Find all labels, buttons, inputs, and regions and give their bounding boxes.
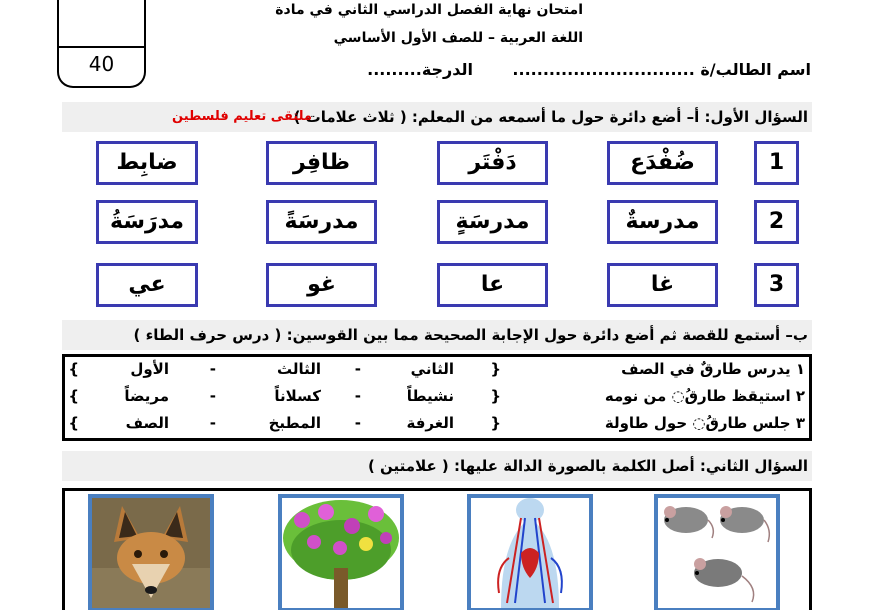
mouse-icon: [658, 498, 776, 608]
word-box[interactable]: غو: [266, 263, 377, 307]
flower-icon: [282, 498, 400, 608]
word-box[interactable]: مدرسةٌ: [607, 200, 718, 244]
dash: -: [209, 360, 216, 378]
flower-bush-image[interactable]: [278, 494, 404, 610]
fox-image[interactable]: [88, 494, 214, 610]
row-number: 2: [754, 200, 799, 244]
question-1b-bar: [62, 320, 812, 350]
word-box[interactable]: مدرَسَةُ: [96, 200, 198, 244]
brace-open: {: [490, 387, 501, 405]
word-box[interactable]: ضابِط: [96, 141, 198, 185]
mice-image[interactable]: [654, 494, 780, 610]
dash: -: [209, 414, 216, 432]
fox-icon: [92, 498, 210, 608]
dash: -: [354, 360, 361, 378]
word-box[interactable]: ضُفْدَع: [607, 141, 718, 185]
table-row: [65, 360, 809, 384]
word-box[interactable]: ظافِر: [266, 141, 377, 185]
sentence: ٢ استيقظ طارقُ◌ من نومه: [604, 387, 805, 405]
student-name-line: اسم الطالب/ة ..............................: [512, 60, 811, 79]
brace-close: }: [68, 414, 79, 432]
word-box[interactable]: مدرسَةً: [266, 200, 377, 244]
exam-title: امتحان نهاية الفصل الدراسي الثاني في مادة: [275, 2, 583, 18]
row-number: 3: [754, 263, 799, 307]
word-box[interactable]: عي: [96, 263, 198, 307]
word-box[interactable]: دَفْتَر: [437, 141, 548, 185]
row-number: 1: [754, 141, 799, 185]
dash: -: [354, 414, 361, 432]
dash: -: [354, 387, 361, 405]
table-row: [65, 414, 809, 438]
option[interactable]: المطبخ: [268, 414, 321, 432]
question-1-title: السؤال الأول: أ– أضع دائرة حول ما أسمعه من المعلم: ( ثلاث علامات ): [293, 108, 808, 126]
choices-table: [62, 354, 812, 441]
option[interactable]: الصف: [125, 414, 169, 432]
option[interactable]: نشيطاً: [406, 387, 454, 405]
option[interactable]: كسلاناً: [274, 387, 321, 405]
site-label: ملتقى تعليم فلسطين: [172, 109, 312, 124]
grade-label: الدرجة.........: [367, 60, 473, 79]
brace-close: }: [68, 387, 79, 405]
brace-close: }: [68, 360, 79, 378]
word-box[interactable]: غا: [607, 263, 718, 307]
question-2-bar: [62, 451, 812, 481]
option[interactable]: الغرفة: [406, 414, 454, 432]
dash: -: [209, 387, 216, 405]
table-row: [65, 387, 809, 411]
score-value: 40: [88, 52, 115, 76]
option[interactable]: مريضاً: [124, 387, 169, 405]
brace-open: {: [490, 414, 501, 432]
sentence: ٣ جلس طارقُ◌ حول طاولة: [604, 414, 805, 432]
score-box: [57, 0, 146, 88]
exam-subtitle: اللغة العربية – للصف الأول الأساسي: [333, 30, 583, 46]
word-box[interactable]: مدرسَةٍ: [437, 200, 548, 244]
question-1b-title: ب– أستمع للقصة ثم أضع دائرة حول الإجابة الصحيحة مما بين القوسين: ( درس حرف الطاء ): [133, 326, 808, 344]
question-2-title: السؤال الثاني: أصل الكلمة بالصورة الدالة عليها: ( علامتين ): [367, 457, 808, 475]
score-divider: [59, 46, 144, 48]
heart-circulation-image[interactable]: [467, 494, 593, 610]
heart-icon: [471, 498, 589, 608]
option[interactable]: الثاني: [410, 360, 454, 378]
option[interactable]: الأول: [130, 360, 169, 378]
brace-open: {: [490, 360, 501, 378]
question-1-bar: [62, 102, 812, 132]
option[interactable]: الثالث: [276, 360, 321, 378]
word-box[interactable]: عا: [437, 263, 548, 307]
sentence: ١ يدرس طارقٌ في الصف: [621, 360, 805, 378]
